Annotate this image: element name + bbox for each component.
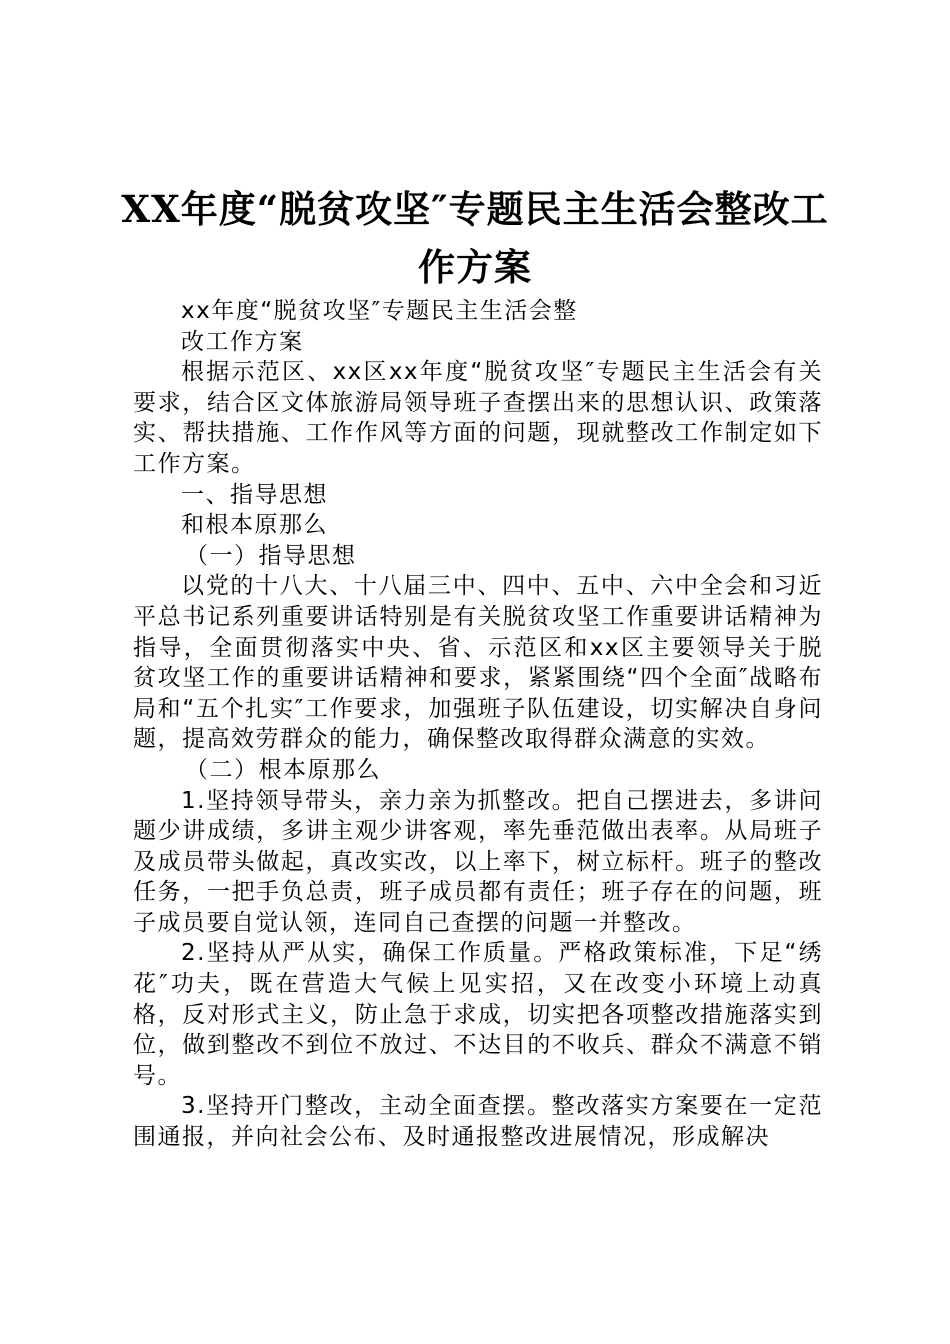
paragraph-guiding-thought: 以党的十八大、十八届三中、四中、五中、六中全会和习近平总书记系列重要讲话特别是有关脱贫攻坚工作重要讲话精神为指导，全面贯彻落实中央、省、示范区和xx区主要领导关于脱贫攻坚工作的重要讲话精神和要求，紧紧围绕“四个全面″战略布局和“五个扎实″工作要求，加强班子队伍建设，切实解决自身问题，提高效劳群众的能力，确保整改取得群众满意的实效。 [133,573,823,753]
paragraph-subtitle-2: 改工作方案 [181,328,304,355]
principle-item-1: 1.坚持领导带头，亲力亲为抓整改。把自己摆进去，多讲问题少讲成绩，多讲主观少讲客观，率先垂范做出表率。从局班子及成员带头做起，真改实改，以上率下，树立标杆。班子的整改任务，一把手负总责，班子成员都有责任；班子存在的问题，班子成员要自觉认领，连同自己查摆的问题一并整改。 [133,787,823,936]
subsection-heading-1: （一）指导思想 [185,542,357,569]
document-title: XX年度“脱贫攻坚″专题民主生活会整改工作方案 [121,187,829,289]
principle-item-3: 3.坚持开门整改，主动全面查摆。整改落实方案要在一定范围通报，并向社会公布、及时通报整改进展情况，形成解决 [133,1093,823,1151]
section-heading-1: 一、指导思想 [181,481,328,508]
subsection-heading-2: （二）根本原那么 [185,756,381,783]
section-heading-1-cont: 和根本原那么 [181,512,328,539]
paragraph-subtitle-1: xx年度“脱贫攻坚″专题民主生活会整 [181,298,578,324]
document-body [133,296,823,1153]
paragraph-intro: 根据示范区、xx区xx年度“脱贫攻坚″专题民主生活会有关要求，结合区文体旅游局领导班子查摆出来的思想认识、政策落实、帮扶措施、工作作风等方面的问题，现就整改工作制定如下工作方案。 [133,359,823,477]
principle-item-2: 2.坚持从严从实，确保工作质量。严格政策标准，下足“绣花″功夫，既在营造大气候上见实招，又在改变小环境上动真格，反对形式主义，防止急于求成，切实把各项整改措施落实到位，做到整改不到位不放过、不达目的不收兵、群众不满意不销号。 [133,940,823,1089]
